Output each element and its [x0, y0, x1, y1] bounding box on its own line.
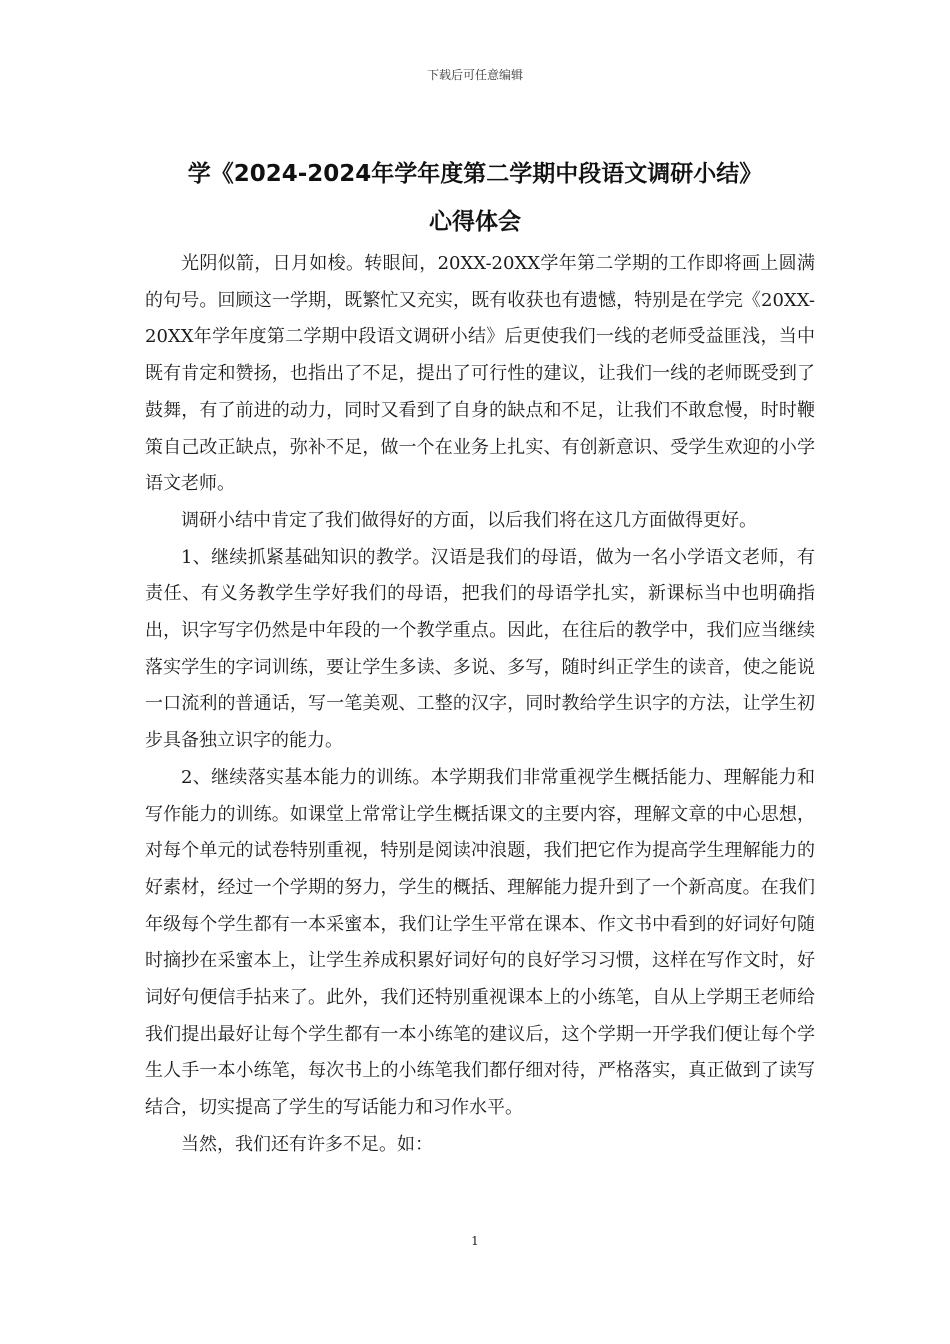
- paragraph: 1、继续抓紧基础知识的教学。汉语是我们的母语，做为一名小学语文老师，有责任、有义务教学生学好我们的母语，把我们的母语学扎实，新课标当中也明确指出，识字写字仍然是中年段的一个教学重点。因此，在往后的教学中，我们应当继续落实学生的字词训练，要让学生多读、多说、多写，随时纠正学生的读音，使之能说一口流利的普通话，写一笔美观、工整的汉字，同时教给学生识字的方法，让学生初步具备独立识字的能力。: [145, 546, 815, 752]
- document-title: 学《2024-2024年学年度第二学期中段语文调研小结》: [187, 161, 763, 187]
- paragraph: 光阴似箭，日月如梭。转眼间，20XX-20XX学年第二学期的工作即将画上圆满的句号。回顾这一学期，既繁忙又充实，既有收获也有遗憾，特别是在学完《20XX-20XX年学年度第二学期中段语文调研小结》后更使我们一线的老师受益匪浅，当中既有肯定和赞扬，也指出了不足，提出了可行性的建议，让我们一线的老师既受到了鼓舞，有了前进的动力，同时又看到了自身的缺点和不足，让我们不敢怠慢，时时鞭策自己改正缺点，弥补不足，做一个在业务上扎实、有创新意识、受学生欢迎的小学语文老师。: [145, 253, 815, 495]
- document-body: [145, 246, 815, 1164]
- paragraph: 当然，我们还有许多不足。如：: [181, 1133, 433, 1155]
- page-number: 1: [471, 1234, 479, 1248]
- header-note: 下载后可任意编辑: [426, 68, 523, 82]
- document-subtitle: 心得体会: [429, 209, 521, 235]
- paragraph: 调研小结中肯定了我们做得好的方面，以后我们将在这几方面做得更好。: [181, 509, 757, 531]
- paragraph: 2、继续落实基本能力的训练。本学期我们非常重视学生概括能力、理解能力和写作能力的训练。如课堂上常常让学生概括课文的主要内容，理解文章的中心思想，对每个单元的试卷特别重视，特别是阅读冲浪题，我们把它作为提高学生理解能力的好素材，经过一个学期的努力，学生的概括、理解能力提升到了一个新高度。在我们年级每个学生都有一本采蜜本，我们让学生平常在课本、作文书中看到的好词好句随时摘抄在采蜜本上，让学生养成积累好词好句的良好学习习惯，这样在写作文时，好词好句便信手拈来了。此外，我们还特别重视课本上的小练笔，自从上学期王老师给我们提出最好让每个学生都有一本小练笔的建议后，这个学期一开学我们便让每个学生人手一本小练笔，每次书上的小练笔我们都仔细对待，严格落实，真正做到了读写结合，切实提高了学生的写话能力和习作水平。: [145, 766, 815, 1119]
